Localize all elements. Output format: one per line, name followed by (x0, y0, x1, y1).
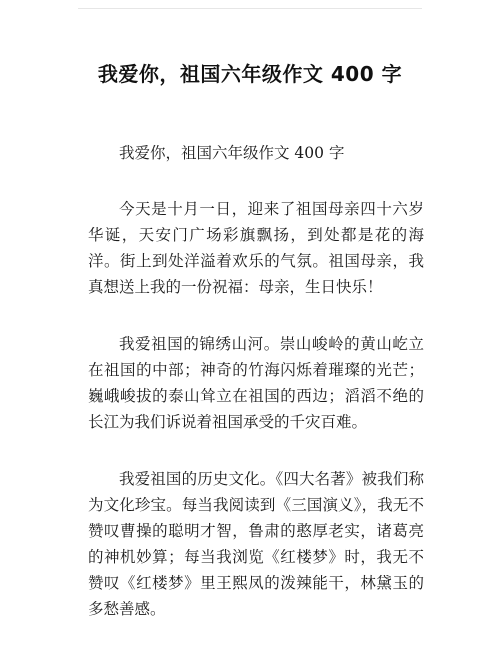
paragraph-culture: 我爱祖国的历史文化。《四大名著》被我们称为文化珍宝。每当我阅读到《三国演义》，我无不赞叹曹操的聪明才智，鲁肃的憨厚老实，诸葛亮的神机妙算；每当我浏览《红楼梦》时，我无不赞叹《红楼梦》里王熙凤的泼辣能干，林黛玉的多愁善感。 (88, 470, 424, 618)
subtitle-paragraph: 我爱你，祖国六年级作文 400 字 (119, 144, 345, 162)
document-body (88, 140, 424, 653)
paragraph-national-day: 今天是十月一日，迎来了祖国母亲四十六岁华诞，天安门广场彩旗飘扬，到处都是花的海洋。街上到处洋溢着欢乐的气氛。祖国母亲，我真想送上我的一份祝福：母亲，生日快乐！ (88, 200, 424, 296)
paragraph-landscape: 我爱祖国的锦绣山河。崇山峻岭的黄山屹立在祖国的中部；神奇的竹海闪烁着璀璨的光芒；巍峨峻拔的泰山耸立在祖国的西边；滔滔不绝的长江为我们诉说着祖国承受的千灾百难。 (88, 335, 424, 431)
top-divider (78, 8, 422, 9)
document-title: 我爱你，祖国六年级作文 400 字 (97, 62, 403, 86)
